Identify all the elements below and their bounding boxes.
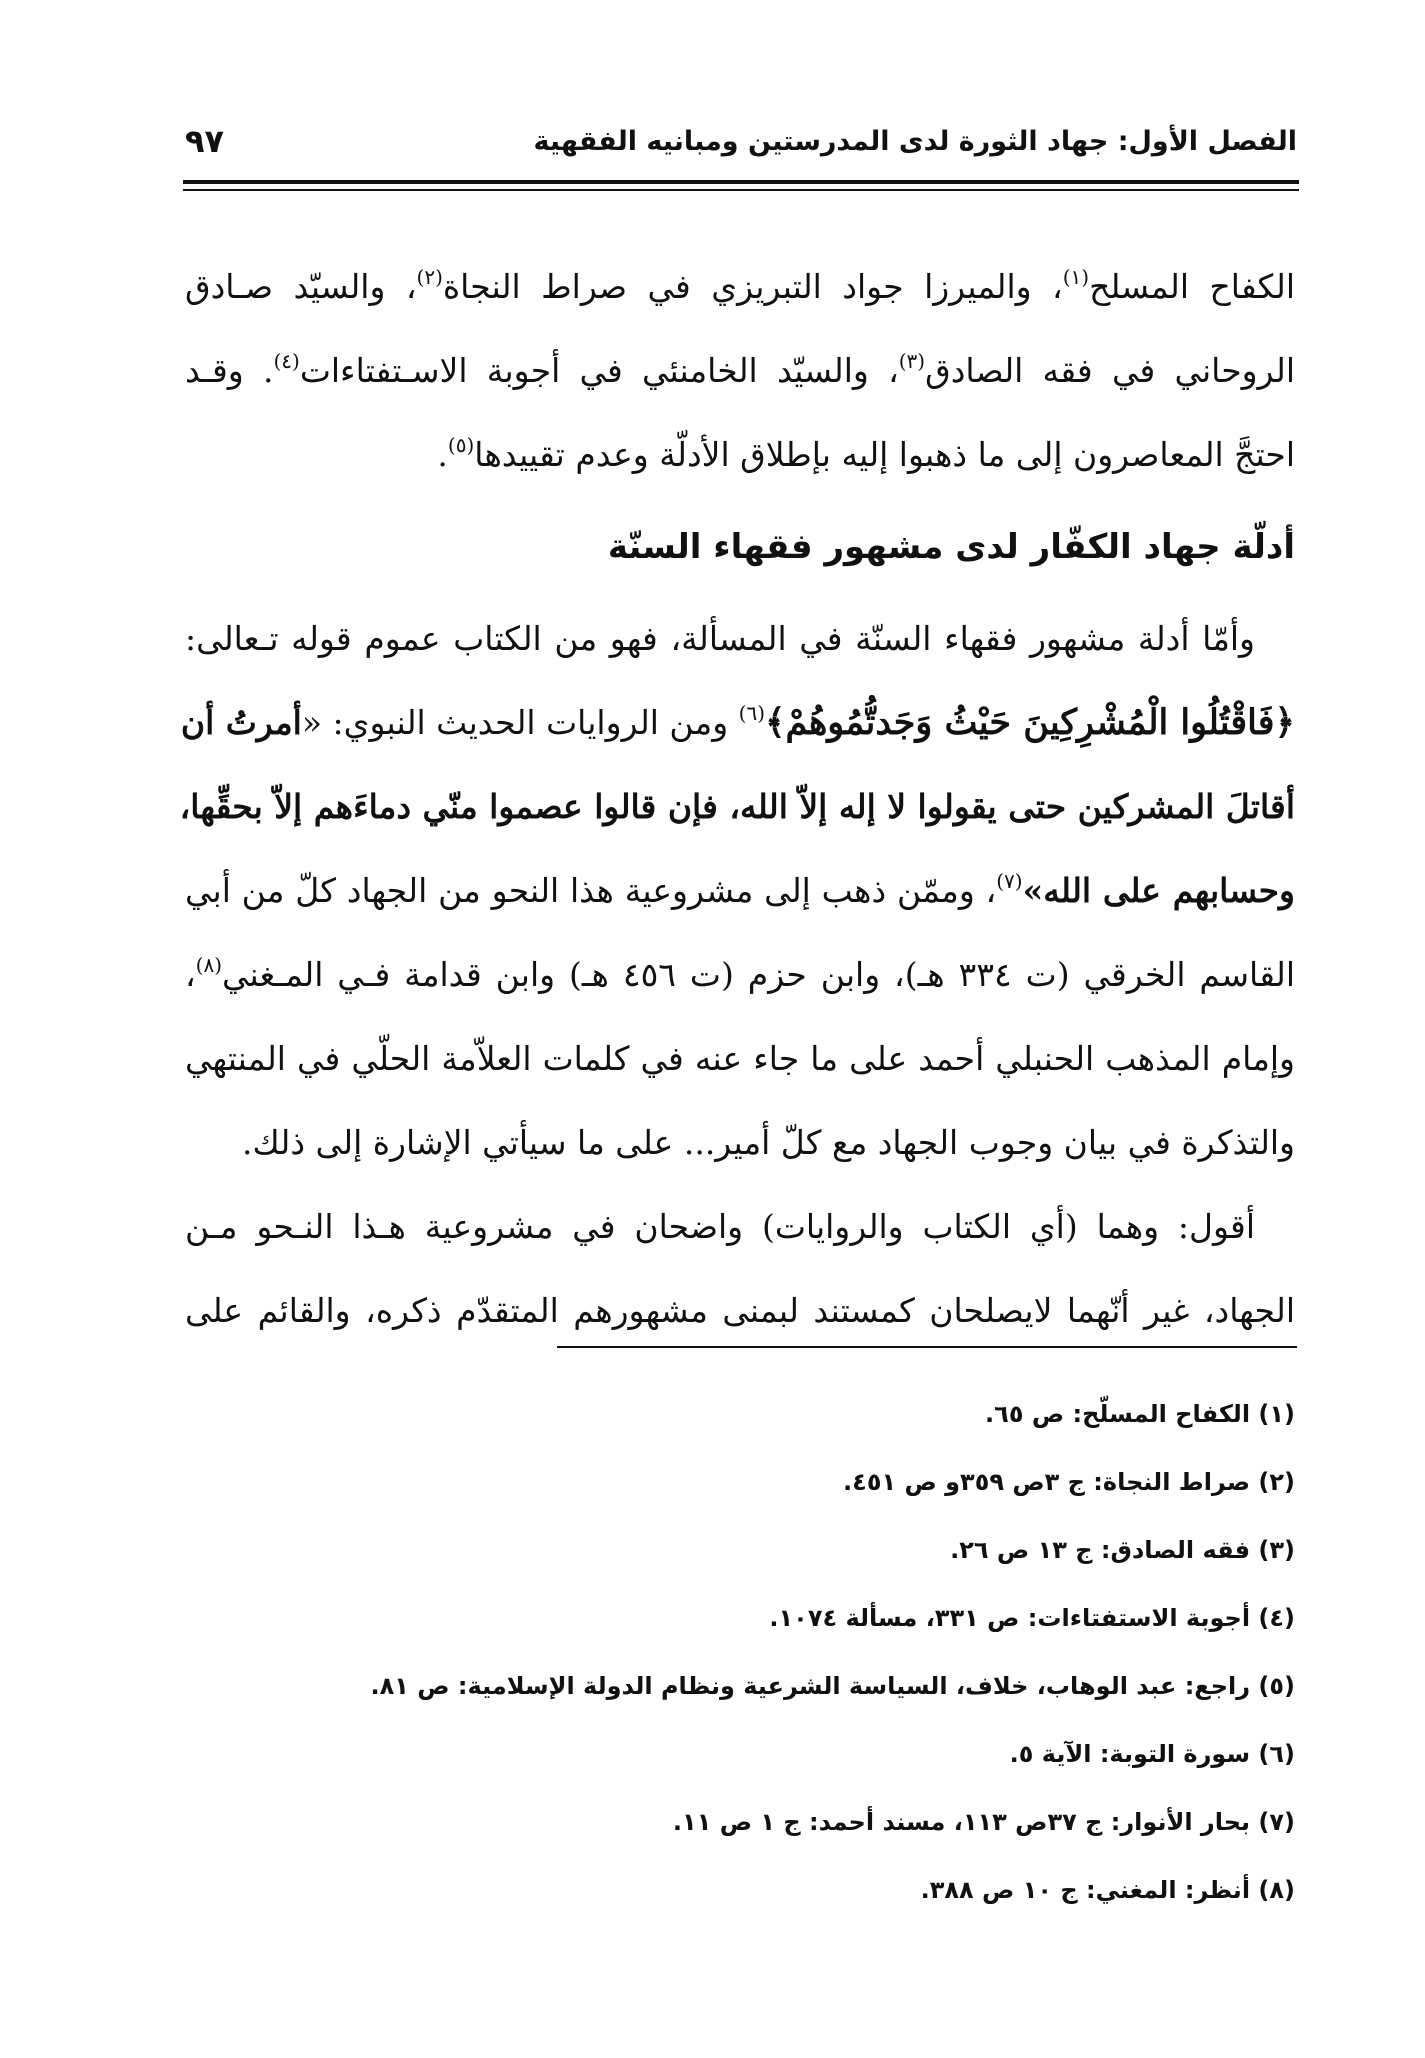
footnote-separator: [557, 1346, 1297, 1348]
page-number: ٩٧: [185, 122, 225, 160]
footnote-ref-6[interactable]: (٦): [738, 701, 766, 725]
footnotes: [185, 1380, 1295, 1924]
footnote-7: (٧) بحار الأنوار: ج ٣٧ص ١١٣، مسند أحمد: ج ١ ص ١١.: [672, 1808, 1295, 1836]
header-title: الفصل الأول: جهاد الثورة لدى المدرستين ومبانيه الفقهية: [533, 126, 1297, 157]
running-header: [185, 118, 1297, 178]
section-heading: أدلّة جهاد الكفّار لدى مشهور فقهاء السنّة: [607, 527, 1295, 567]
paragraph-2-line-3: أقاتلَ المشركين حتى يقولوا لا إله إلاّ الله، فإن قالوا عصموا منّي دماءَهم إلاّ بحقِّها،: [179, 787, 1295, 826]
paragraph-2-line-7: والتذكرة في بيان وجوب الجهاد مع كلّ أمير... على ما سيأتي الإشارة إلى ذلك.: [242, 1123, 1295, 1162]
footnote-ref-8[interactable]: (٨): [195, 953, 223, 977]
footnote-ref-5[interactable]: (٥): [447, 433, 475, 457]
footnote-ref-4[interactable]: (٤): [273, 349, 300, 373]
header-rule-thick: [183, 180, 1299, 184]
paragraph-1-line-1: الكفاح المسلح$^{(١)}$، والميرزا جواد التبريزي في صراط النجاة$^{(٢)}$، والسيّد صـادق: [185, 265, 1295, 306]
header-rule-thin: [183, 189, 1299, 191]
paragraph-3-line-1: أقول: وهما (أي الكتاب والروايات) واضحان في مشروعية هـذا النـحو مـن: [185, 1207, 1255, 1246]
body-text: [179, 245, 1295, 1353]
quran-verse: ﴿فَاقْتُلُوا الْمُشْرِكِينَ حَيْثُ وَجَدتُّمُوهُمْ﴾: [765, 702, 1295, 743]
hadith-text-start: أمرتُ أن: [180, 703, 302, 742]
paragraph-1-line-3: احتجَّ المعاصرون إلى ما ذهبوا إليه بإطلاق الأدلّة وعدم تقييدها$^{(٥)}$.: [437, 433, 1295, 474]
paragraph-2-line-2: ﴿فَاقْتُلُوا الْمُشْرِكِينَ حَيْثُ وَجَدتُّمُوهُمْ﴾$^{(٦)}$ ومن الروايات الحديث النبوي: «أمرتُ أن: [180, 701, 1295, 743]
paragraph-2-line-1: وأمّا أدلة مشهور فقهاء السنّة في المسألة، فهو من الكتاب عموم قوله تـعالى:: [185, 619, 1255, 658]
footnote-6: (٦) سورة التوبة: الآية ٥.: [1009, 1740, 1295, 1768]
footnote-2: (٢) صراط النجاة: ج ٣ص ٣٥٩و ص ٤٥١.: [843, 1468, 1295, 1496]
footnote-4: (٤) أجوبة الاستفتاءات: ص ٣٣١، مسألة ١٠٧٤.: [769, 1604, 1295, 1632]
paragraph-2-line-5: القاسم الخرقي (ت ٣٣٤ هـ)، وابن حزم (ت ٤٥٦ هـ) وابن قدامة فـي المـغني$^{(٨)}$،: [185, 953, 1295, 994]
footnote-1: (١) الكفاح المسلّح: ص ٦٥.: [985, 1400, 1295, 1428]
footnote-8: (٨) أنظر: المغني: ج ١٠ ص ٣٨٨.: [920, 1876, 1295, 1904]
paragraph-1-line-2: الروحاني في فقه الصادق$^{(٣)}$، والسيّد الخامنئي في أجوبة الاسـتفتاءات$^{(٤)}$. وقـد: [185, 349, 1295, 390]
paragraph-3-line-2: الجهاد، غير أنّهما لايصلحان كمستند لبمنى مشهورهم المتقدّم ذكره، والقائم على: [185, 1291, 1295, 1330]
footnote-ref-2[interactable]: (٢): [416, 265, 443, 289]
footnote-5: (٥) راجع: عبد الوهاب، خلاف، السياسة الشرعية ونظام الدولة الإسلامية: ص ٨١.: [370, 1672, 1295, 1700]
footnote-ref-7[interactable]: (٧): [996, 869, 1023, 893]
footnote-ref-3[interactable]: (٣): [898, 349, 926, 373]
paragraph-2-line-4: وحسابهم على الله»$^{(٧)}$، وممّن ذهب إلى مشروعية هذا النحو من الجهاد كلّ من أبي: [185, 869, 1295, 910]
hadith-text-end: وحسابهم على الله»: [1022, 871, 1295, 910]
footnote-ref-1[interactable]: (١): [1062, 265, 1090, 289]
footnote-3: (٣) فقه الصادق: ج ١٣ ص ٢٦.: [950, 1536, 1295, 1564]
paragraph-2-line-6: وإمام المذهب الحنبلي أحمد على ما جاء عنه في كلمات العلاّمة الحلّي في المنتهي: [185, 1039, 1295, 1078]
